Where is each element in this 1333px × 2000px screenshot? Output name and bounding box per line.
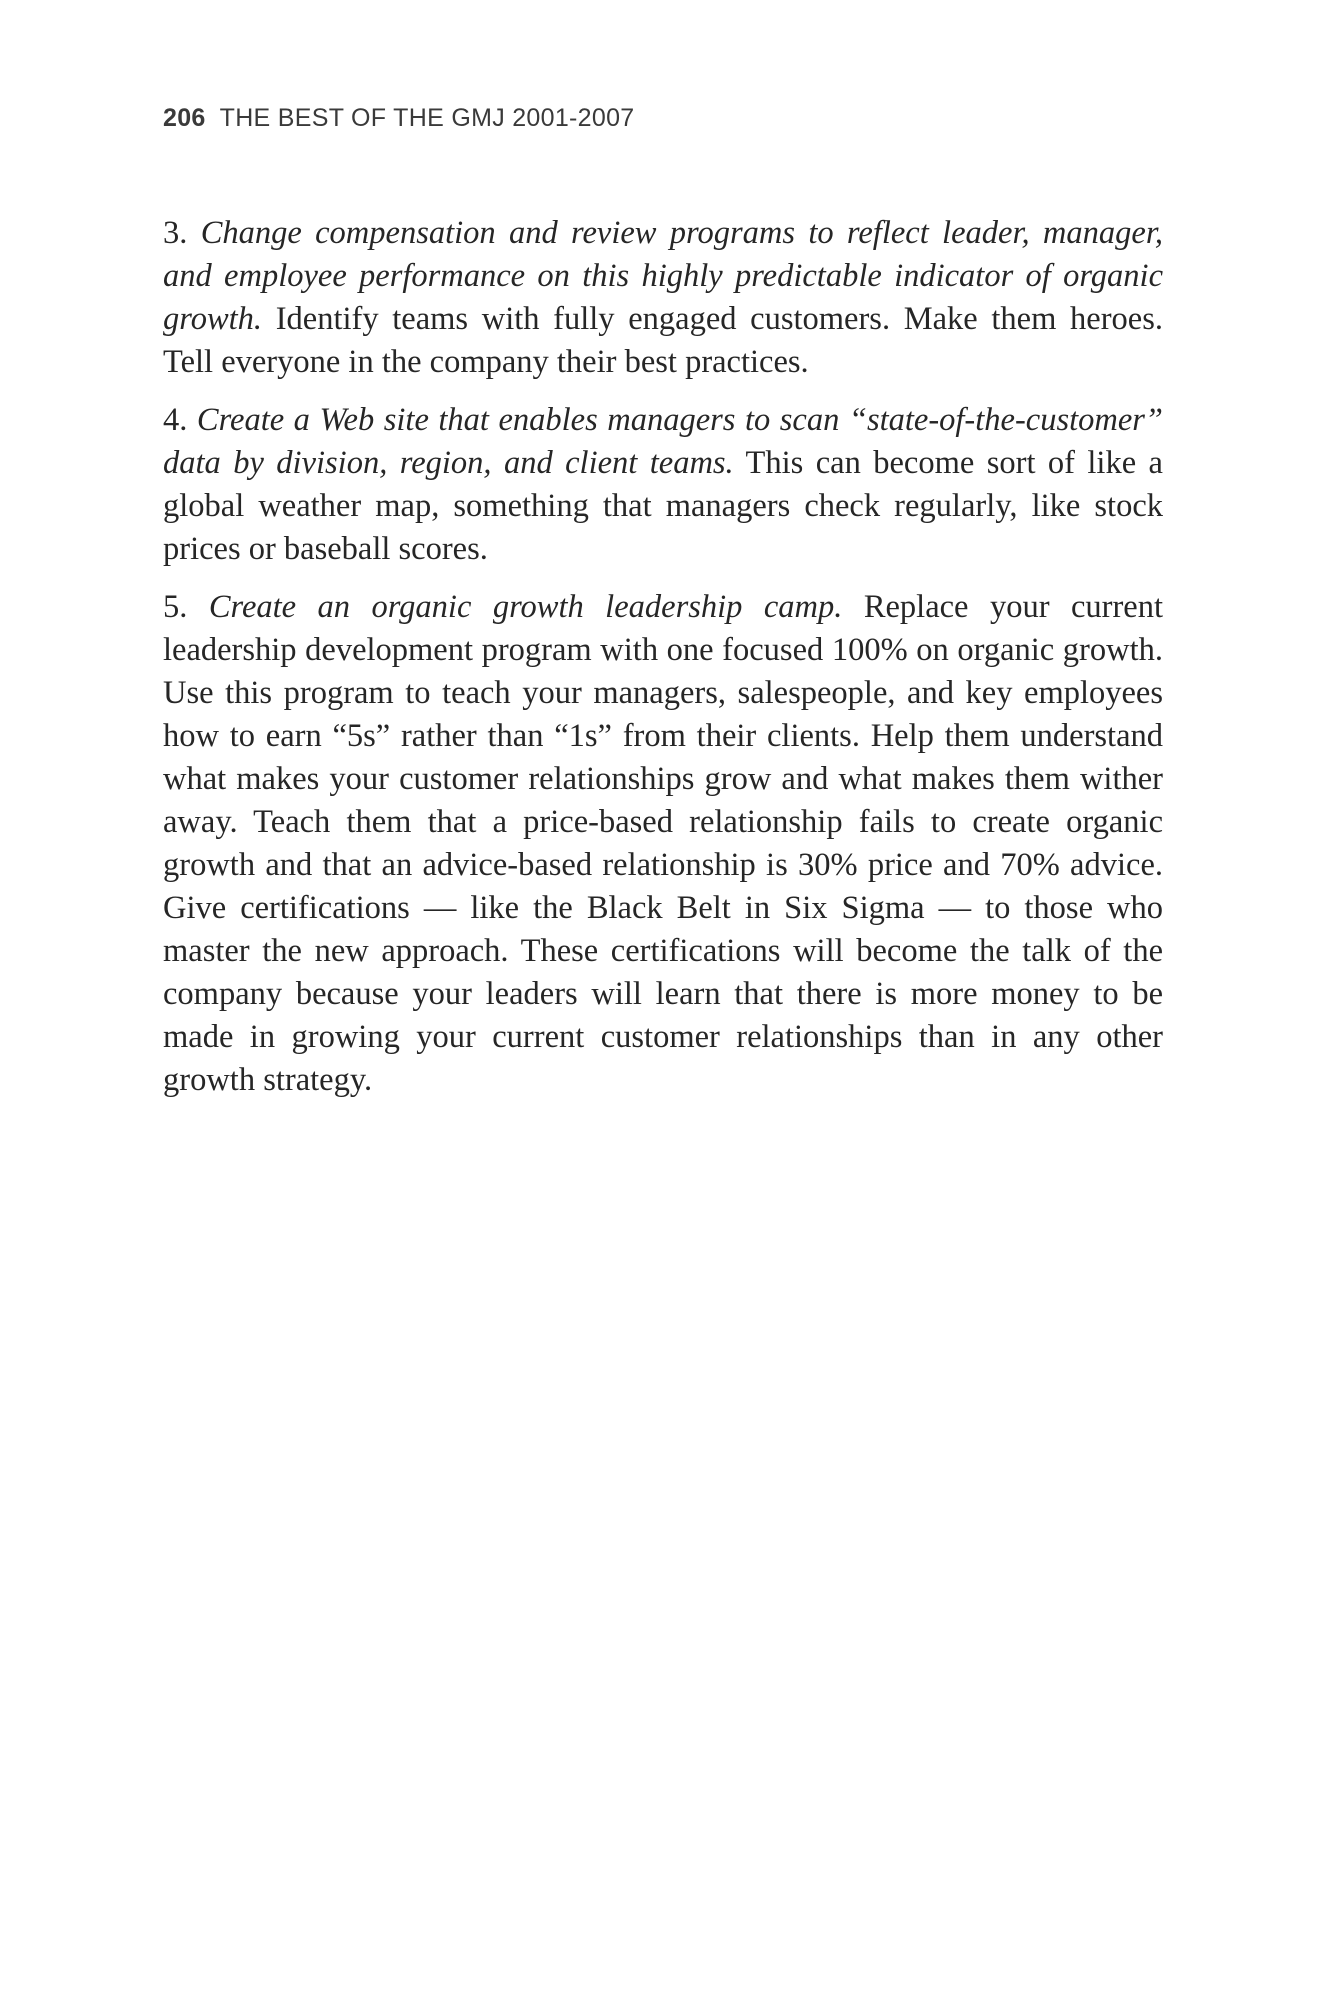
list-item: [163, 586, 1163, 1102]
item-lead: Change compensation and review programs to reflect leader, manager, and employee performance on this highly predictable indicator of organic growth.: [163, 215, 1163, 337]
body-text: [163, 212, 1163, 1117]
item-body: This can become sort of like a global weather map, something that managers check regularly, like stock prices or baseball scores.: [163, 445, 1163, 567]
running-header: [163, 104, 635, 133]
item-body: Identify teams with fully engaged customers. Make them heroes. Tell everyone in the company their best practices.: [163, 301, 1164, 380]
item-lead: Create an organic growth leadership camp.: [208, 589, 843, 625]
list-item: [163, 212, 1163, 384]
running-title: THE BEST OF THE GMJ 2001-2007: [219, 104, 635, 132]
page-number: 206: [163, 104, 206, 132]
item-number: 3.: [163, 215, 188, 251]
item-body: Replace your current leadership development program with one focused 100% on organic growth. Use this program to teach your managers, salespeople, and key employees how to earn “5s” rather than “1s” from their clients. Help them understand what makes your customer relationships grow and what makes them wither away. Teach them that a price-based relationship fails to create organic growth and that an advice-based relationship is 30% price and 70% advice. Give certifications — like the Black Belt in Six Sigma — to those who master the new approach. These certifications will become the talk of the company because your leaders will learn that there is more money to be made in growing your current customer relationships than in any other growth strategy.: [163, 589, 1163, 1098]
item-number: 4.: [163, 402, 188, 438]
item-lead: Create a Web site that enables managers to scan “state-of-the-customer” data by division, region, and client teams.: [163, 402, 1164, 481]
list-item: [163, 399, 1163, 571]
item-number: 5.: [163, 589, 188, 625]
